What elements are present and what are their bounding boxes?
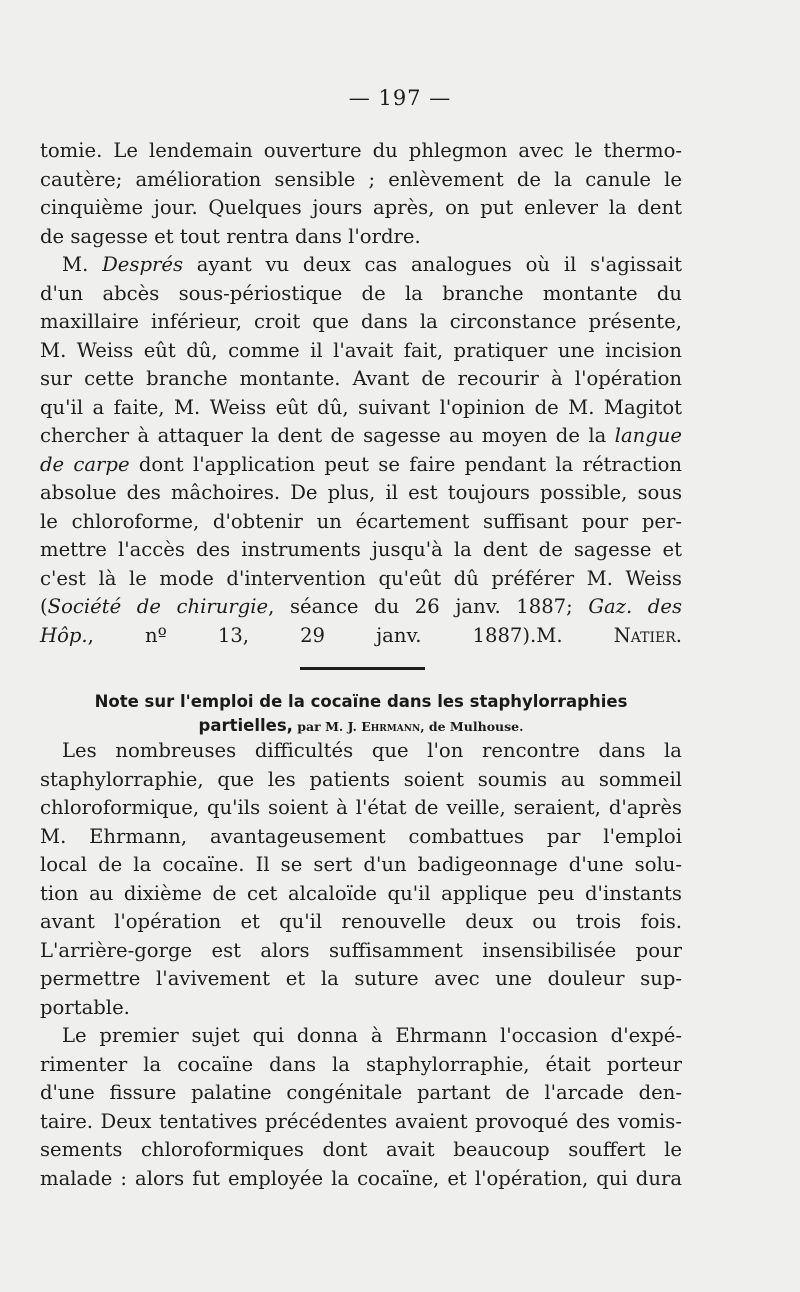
text-line [40, 251, 682, 280]
text-line: cinquième jour. Quelques jours après, on put enlever la dent [40, 196, 682, 219]
text-block-lower [40, 737, 682, 1193]
text-line: M. Ehrmann, avantageusement combattues par l'emploi [40, 824, 682, 848]
text-span: ayant vu deux cas analogues où il s'agissait [183, 253, 682, 276]
section-heading [40, 690, 682, 739]
text-line: rimenter la cocaïne dans la staphylorraphie, était porteur [40, 1052, 682, 1076]
text-line: tomie. Le lendemain ouverture du phlegmon avec le thermo- [40, 139, 682, 162]
signature-prefix: M. [536, 623, 614, 647]
text-line: staphylorraphie, que les patients soient soumis au sommeil [40, 767, 682, 791]
text-line: M. Weiss eût dû, comme il l'avait fait, pratiquer une incision [40, 338, 682, 362]
text-line: d'un abcès sous-périostique de la branche montante du [40, 281, 682, 305]
text-span: , nº 13, 29 janv. 1887). [87, 623, 537, 647]
text-line: c'est là le mode d'intervention qu'eût dû préférer M. Weiss [40, 566, 682, 590]
text-line: d'une fissure palatine congénitale partant de l'arcade den- [40, 1081, 682, 1104]
byline [293, 719, 524, 734]
text-line: cautère; amélioration sensible ; enlèvement de la canule le [40, 167, 682, 191]
citation-title: Gaz. des [588, 595, 682, 618]
text-line: taire. Deux tentatives précédentes avaient provoqué des vomis- [40, 1109, 682, 1133]
text-line: de sagesse et tout rentra dans l'ordre. [40, 224, 421, 248]
text-line: sur cette branche montante. Avant de recourir à l'opération [40, 367, 682, 390]
text-line: sements chloroformiques dont avait beaucoup souffert le [40, 1138, 682, 1161]
text-span: , séance du 26 janv. 1887; [268, 595, 589, 618]
text-line: maxillaire inférieur, croit que dans la circonstance présente, [40, 310, 682, 333]
person-name: Després [102, 253, 183, 276]
text-line: Le premier sujet qui donna à Ehrmann l'occasion d'expé- [62, 1024, 682, 1047]
text-span: chercher à attaquer la dent de sagesse au moyen de la [40, 424, 615, 447]
text-block-upper [40, 137, 682, 650]
text-line: local de la cocaïne. Il se sert d'un badigeonnage d'une solu- [40, 853, 682, 876]
text-span: dont l'application peut se faire pendant la rétraction [129, 452, 683, 476]
heading-line-2 [40, 714, 682, 739]
section-divider [300, 667, 425, 670]
byline-place: , de Mulhouse. [420, 719, 524, 734]
citation-title: Société de chirurgie [47, 595, 269, 618]
author-name: Ehrmann [361, 719, 421, 734]
byline-par: par M. J. [292, 719, 362, 734]
italic-term: langue [614, 424, 682, 447]
text-line: L'arrière-gorge est alors suffisamment insensibilisée pour [40, 938, 682, 962]
text-line: chloroformique, qu'ils soient à l'état de veille, seraient, d'après [40, 796, 682, 819]
text-span: ( [40, 595, 48, 618]
page-number: — 197 — [348, 86, 452, 110]
signature-name: Natier. [613, 623, 682, 647]
text-line: portable. [40, 995, 130, 1019]
text-line: permettre l'avivement et la suture avec une douleur sup- [40, 967, 682, 990]
text-line [40, 422, 682, 451]
text-line: avant l'opération et qu'il renouvelle deux ou trois fois. [40, 910, 682, 933]
citation-title: Hôp. [40, 623, 88, 647]
text-span: M. [62, 253, 103, 276]
text-line: absolue des mâchoires. De plus, il est toujours possible, sous [40, 481, 682, 504]
text-line: tion au dixième de cet alcaloïde qu'il applique peu d'instants [40, 881, 682, 905]
text-line: Les nombreuses difficultés que l'on rencontre dans la [62, 739, 682, 762]
heading-text: partielles, [198, 716, 293, 735]
text-line: qu'il a faite, M. Weiss eût dû, suivant l'opinion de M. Magitot [40, 395, 682, 419]
italic-term: de carpe [40, 452, 130, 476]
text-line: mettre l'accès des instruments jusqu'à la dent de sagesse et [40, 538, 682, 561]
signature [536, 624, 682, 647]
text-line [40, 622, 682, 651]
text-line [40, 593, 682, 622]
text-line [40, 451, 682, 480]
heading-line-1: Note sur l'emploi de la cocaïne dans les staphylorraphies [94, 692, 628, 711]
text-line: le chloroforme, d'obtenir un écartement suffisant pour per- [40, 509, 682, 533]
text-line: malade : alors fut employée la cocaïne, et l'opération, qui dura [40, 1166, 682, 1190]
